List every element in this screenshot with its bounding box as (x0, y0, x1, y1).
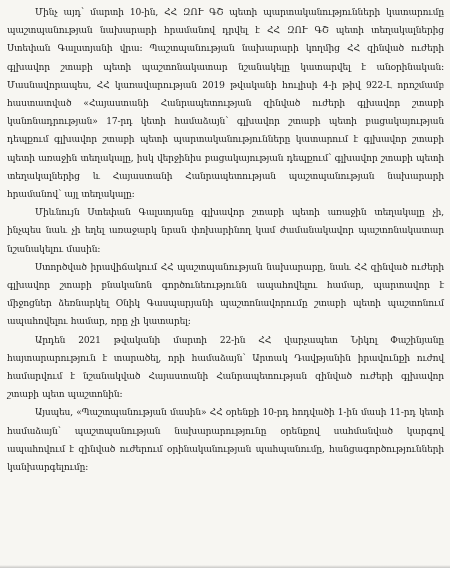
paragraph-1: Մինչ այդ՝ մարտի 10-ին, ՀՀ ԶՈՒ ԳՇ պետի պարտականությունների կատարումը պաշտպանության նախարարի հրամանով դրվել է ՀՀ ԶՈՒ ԳՇ պետի տեղակալներից Ստեփան Գալստյանի վրա: Պաշտպանության նախարարի կողմից ՀՀ զինված ուժերի գլխավոր շտաբի պետի պաշտոնակատար նշանակելը կատարվել է անօրինական: Մասնավորապես, ՀՀ կառավարության 2019 թվականի հուլիսի 4-ի թիվ 922-Լ որոշմամբ հաստատված «Հայաստանի Հանրապետության զինված ուժերի գլխավոր շտաբի կանոնադրության» 17-րդ կետի համաձայն՝ գլխավոր շտաբի պետի բացակայության դեպքում գլխավոր շտաբի պետի պարտականությունները կատարում է գլխավոր շտաբի պետի առաջին տեղակալը, իսկ վերջինիս բացակայության դեպքում՝ գլխավոր շտաբի պետի տեղակալներից և Հայաստանի Հանրապետության պաշտպանության նախարարի հրամանով՝ այլ տեղակալը: (7, 8, 444, 201)
paragraph-3: Ստործված իրավիճակում ՀՀ պաշտպանության նախարարը, նաև ՀՀ զինված ուժերի գլխավոր շտաբի բնականոն գործունեությունն ապահովելու համար, պարտավոր է միջոցներ ձեռնարկել Օնիկ Գասպարյանի պաշտոնավորումը շտաբի պետի պաշտոնում ապահովելու համար, որը չի կատարել: (7, 262, 444, 328)
paragraph-5: Այսպես, «Պաշտպանության մասին» ՀՀ օրենքի 10-րդ հոդվածի 1-ին մասի 11-րդ կետի համաձայն՝ պաշտպանության նախարարությունը օրենքով սահմանված կարգով ապահովում է զինված ուժերում օրինականության պահպանումը, հանցագործությունների կանխարգելումը: (7, 408, 444, 474)
document-body (7, 4, 444, 477)
paragraph-4: Արդեն 2021 թվականի մարտի 22-ին ՀՀ վարչապետ Նիկոլ Փաշինյանը հայտարարություն է տարածել, որի համաձայն՝ Արտակ Դավթյանին իրավունքի ուժով համարվում է նշանակված Հայաստանի Հանրապետության զինված ուժերի գլխավոր շտաբի պետ պաշտոնին: (7, 335, 444, 401)
paragraph-2: Միևնույն Ստեփան Գալստյանը գլխավոր շտաբի պետի առաջին տեղակալը չի, ինչպես նաև չի եղել առաջարկ նրան փոխարինող կամ ժամանակավոր պաշտոնակատար նշանակելու մասին: (7, 208, 444, 255)
